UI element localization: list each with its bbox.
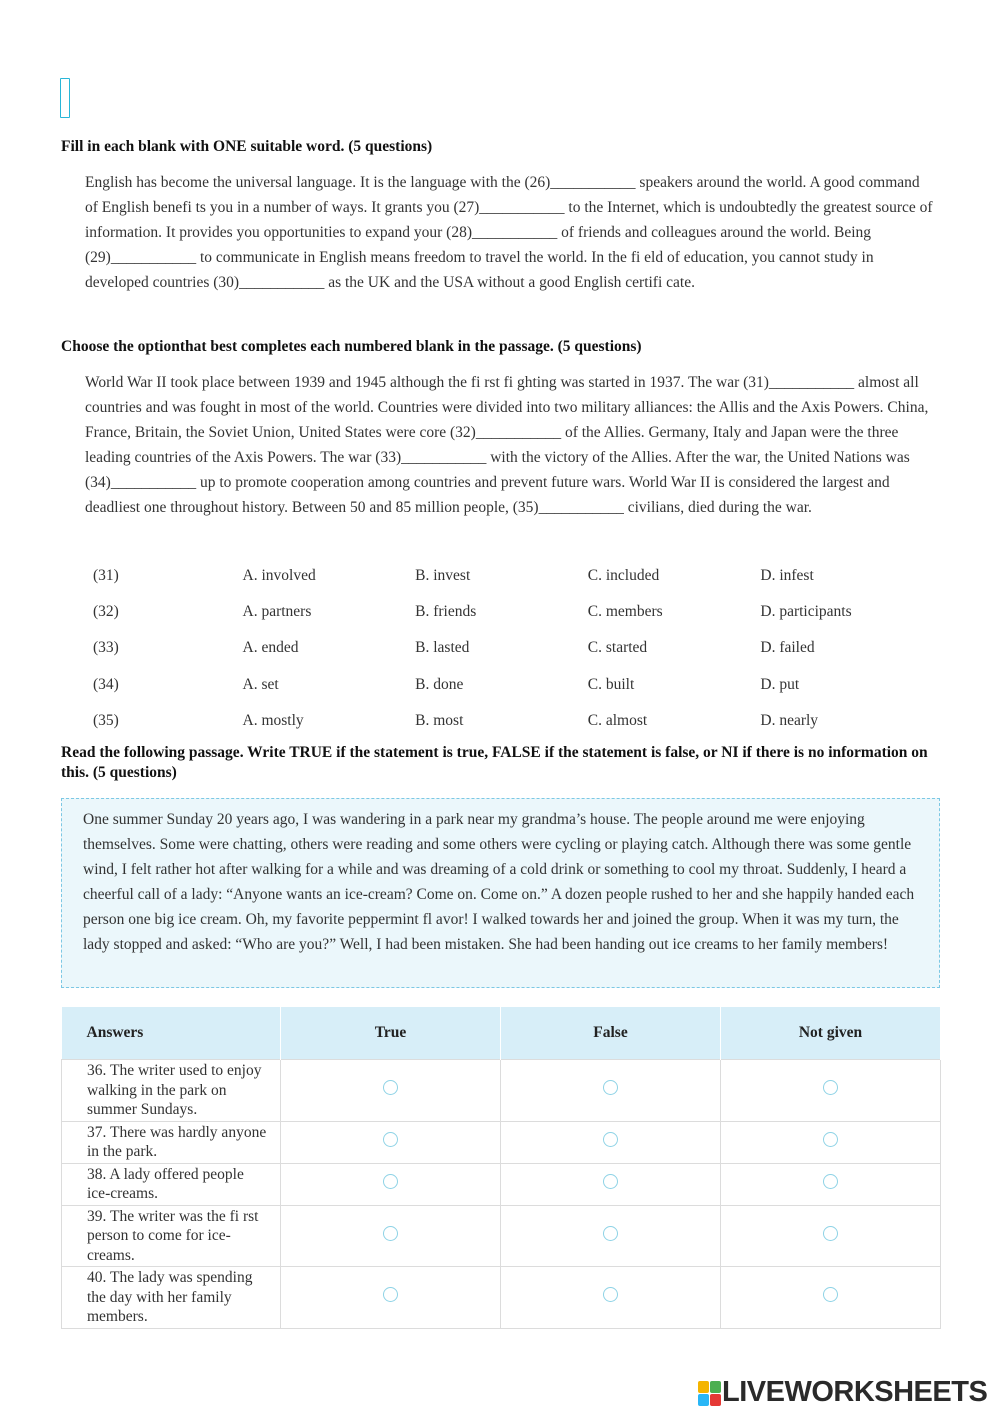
cell-true [281, 1205, 501, 1267]
cell-false [501, 1121, 721, 1163]
logo-square-4 [710, 1394, 721, 1406]
cell-not-given [721, 1121, 941, 1163]
cell-true [281, 1121, 501, 1163]
statement-36: 36. The writer used to enjoy walking in the park on summer Sundays. [62, 1060, 281, 1122]
option-d[interactable]: D. failed [760, 639, 815, 657]
question-number: (31) [93, 567, 119, 585]
question-row-34 [93, 667, 933, 703]
logo-square-2 [710, 1381, 721, 1393]
question-row-33 [93, 630, 933, 666]
logo-square-3 [698, 1394, 709, 1406]
header-false: False [501, 1007, 721, 1060]
option-d[interactable]: D. infest [760, 567, 814, 585]
radio-false-40[interactable] [603, 1287, 618, 1302]
cell-false [501, 1267, 721, 1329]
radio-false-37[interactable] [603, 1132, 618, 1147]
option-b[interactable]: B. friends [415, 603, 477, 621]
table-header-row [62, 1007, 941, 1060]
table-row [62, 1121, 941, 1163]
cell-not-given [721, 1163, 941, 1205]
statement-39: 39. The writer was the fi rst person to come for ice-creams. [62, 1205, 281, 1267]
option-d[interactable]: D. nearly [760, 711, 819, 729]
section1-passage: English has become the universal language. It is the language with the (26)___________ speakers around the world. A good command of English benefi ts you in a number of ways. It grants you (27)___________ to the Internet, which is undoubtedly the greatest source of information. It provides you opportunities to expand your (28)___________ of friends and colleagues around the world. Being (29)___________ to communicate in English means freedom to travel the world. In the fi eld of education, you cannot study in developed countries (30)___________ as the UK and the USA without a good English certifi cate. [85, 174, 933, 292]
radio-true-38[interactable] [383, 1174, 398, 1189]
radio-false-39[interactable] [603, 1226, 618, 1241]
question-number: (33) [93, 639, 119, 657]
table-row [62, 1060, 941, 1122]
radio-true-39[interactable] [383, 1226, 398, 1241]
section2-heading: Choose the optionthat best completes each numbered blank in the passage. (5 questions) [61, 338, 642, 355]
cell-not-given [721, 1060, 941, 1122]
header-not-given: Not given [721, 1007, 941, 1060]
radio-not-given-37[interactable] [823, 1132, 838, 1147]
option-a[interactable]: A. set [242, 675, 279, 693]
logo-text: LIVEWORKSHEETS [722, 1376, 988, 1408]
radio-true-36[interactable] [383, 1080, 398, 1095]
cell-false [501, 1205, 721, 1267]
cell-false [501, 1060, 721, 1122]
liveworksheets-logo [698, 1376, 987, 1409]
question-row-35 [93, 703, 933, 739]
question-number: (35) [93, 711, 119, 729]
question-row-31 [93, 558, 933, 594]
radio-false-36[interactable] [603, 1080, 618, 1095]
radio-true-40[interactable] [383, 1287, 398, 1302]
option-c[interactable]: C. members [587, 603, 663, 621]
option-b[interactable]: B. lasted [415, 639, 470, 657]
option-a[interactable]: A. partners [242, 603, 312, 621]
logo-square-1 [698, 1381, 709, 1393]
radio-not-given-40[interactable] [823, 1287, 838, 1302]
option-a[interactable]: A. involved [242, 567, 316, 585]
option-c[interactable]: C. included [587, 567, 660, 585]
table-row [62, 1163, 941, 1205]
option-d[interactable]: D. put [760, 675, 800, 693]
cell-true [281, 1267, 501, 1329]
header-answers: Answers [62, 1007, 281, 1060]
cell-not-given [721, 1267, 941, 1329]
radio-false-38[interactable] [603, 1174, 618, 1189]
text-cursor-marker [60, 78, 70, 118]
statement-40: 40. The lady was spending the day with her family members. [62, 1267, 281, 1329]
section1-heading: Fill in each blank with ONE suitable word. (5 questions) [61, 138, 433, 155]
radio-not-given-38[interactable] [823, 1174, 838, 1189]
section2-passage: World War II took place between 1939 and 1945 although the fi rst fi ghting was started in 1937. The war (31)___________ almost all countries and was fought in most of the world. Countries were divided into two military alliances: the Allis and the Axis Powers. China, France, Britain, the Soviet Union, United States were core (32)___________ of the Allies. Germany, Italy and Japan were the three leading countries of the Axis Powers. The war (33)___________ with the victory of the Allies. After the war, the United Nations was (34)___________ up to promote cooperation among countries and prevent future wars. World War II is considered the largest and deadliest one throughout history. Between 50 and 85 million people, (35)___________ civilians, died during the war. [85, 374, 929, 517]
table-row [62, 1267, 941, 1329]
option-b[interactable]: B. most [415, 711, 464, 729]
true-false-table [61, 1007, 941, 1329]
option-d[interactable]: D. participants [760, 603, 852, 621]
cell-true [281, 1163, 501, 1205]
table-row [62, 1205, 941, 1267]
cell-not-given [721, 1205, 941, 1267]
reading-passage-box: One summer Sunday 20 years ago, I was wandering in a park near my grandma’s house. The people around me were enjoying themselves. Some were chatting, others were reading and some others were cycling or playing catch. Although there was some gentle wind, I felt rather hot after walking for a while and was dreaming of a cold drink or something to cool my throat. Suddenly, I heard a cheerful call of a lady: “Anyone wants an ice-cream? Come on. Come on.” A dozen people rushed to her and she happily handed each person one big ice cream. Oh, my favorite peppermint fl avor! I walked towards her and joined the group. When it was my turn, the lady stopped and asked: “Who are you?” Well, I had been mistaken. She had been handing out ice creams to her family members! [61, 798, 940, 988]
option-c[interactable]: C. almost [587, 711, 648, 729]
option-c[interactable]: C. built [587, 675, 635, 693]
logo-squares-icon [698, 1381, 720, 1405]
question-number: (32) [93, 603, 119, 621]
options-list [93, 558, 933, 739]
option-c[interactable]: C. started [587, 639, 648, 657]
option-a[interactable]: A. mostly [242, 711, 304, 729]
statement-38: 38. A lady offered people ice-creams. [62, 1163, 281, 1205]
header-true: True [281, 1007, 501, 1060]
option-a[interactable]: A. ended [242, 639, 299, 657]
section3-heading: Read the following passage. Write TRUE if the statement is true, FALSE if the statement is false, or NI if there is no information on this. (5 questions) [61, 744, 928, 781]
cell-false [501, 1163, 721, 1205]
cell-true [281, 1060, 501, 1122]
question-number: (34) [93, 675, 119, 693]
option-b[interactable]: B. invest [415, 567, 471, 585]
radio-not-given-36[interactable] [823, 1080, 838, 1095]
question-row-32 [93, 594, 933, 630]
radio-true-37[interactable] [383, 1132, 398, 1147]
statement-37: 37. There was hardly anyone in the park. [62, 1121, 281, 1163]
option-b[interactable]: B. done [415, 675, 464, 693]
radio-not-given-39[interactable] [823, 1226, 838, 1241]
